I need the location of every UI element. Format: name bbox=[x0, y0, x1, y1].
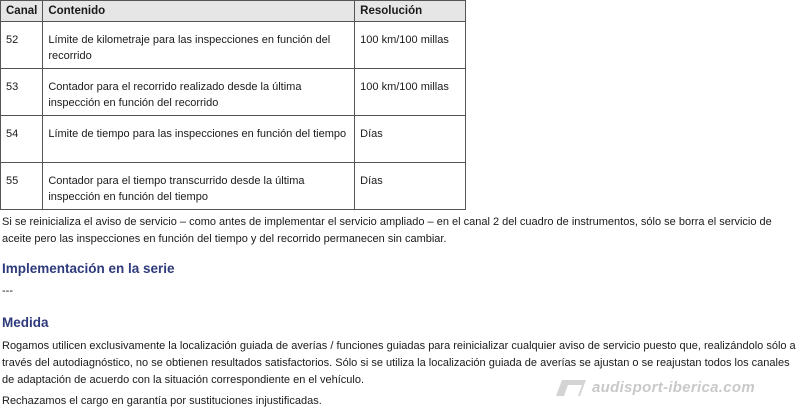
series-heading: Implementación en la serie bbox=[2, 261, 175, 276]
series-body: --- bbox=[2, 285, 13, 297]
measure-note: Rechazamos el cargo en garantía por sustituciones injustificadas. bbox=[2, 395, 322, 407]
cell-resolucion: 100 km/100 millas bbox=[355, 69, 466, 116]
cell-contenido: Límite de tiempo para las inspecciones en función del tiempo bbox=[43, 116, 355, 163]
cell-contenido: Contador para el recorrido realizado desde la última inspección en función del recorrido bbox=[43, 69, 355, 116]
table-row bbox=[1, 69, 466, 116]
cell-canal: 52 bbox=[1, 22, 43, 69]
cell-resolucion: Días bbox=[355, 163, 466, 210]
cell-resolucion: 100 km/100 millas bbox=[355, 22, 466, 69]
cell-canal: 55 bbox=[1, 163, 43, 210]
intro-paragraph: Si se reinicializa el aviso de servicio – como antes de implementar el servicio ampliado – en el canal 2 del cuadro de instrumentos, sólo se borra el servicio de aceite pero las inspecciones en función del tiempo y del recorrido permanecen sin cambiar. bbox=[2, 216, 772, 245]
table-header-row bbox=[1, 1, 466, 22]
header-contenido: Contenido bbox=[43, 1, 355, 22]
cell-resolucion: Días bbox=[355, 116, 466, 163]
measure-heading: Medida bbox=[2, 315, 49, 330]
cell-canal: 54 bbox=[1, 116, 43, 163]
watermark bbox=[552, 379, 755, 396]
table-row bbox=[1, 22, 466, 69]
table-row bbox=[1, 116, 466, 163]
channels-table bbox=[0, 0, 466, 210]
table-row bbox=[1, 163, 466, 210]
cell-contenido: Límite de kilometraje para las inspecciones en función del recorrido bbox=[43, 22, 355, 69]
header-canal: Canal bbox=[1, 1, 43, 22]
cell-canal: 53 bbox=[1, 69, 43, 116]
watermark-logo-icon bbox=[552, 380, 586, 396]
cell-contenido: Contador para el tiempo transcurrido desde la última inspección en función del tiempo bbox=[43, 163, 355, 210]
header-resolucion: Resolución bbox=[355, 1, 466, 22]
measure-paragraph: Rogamos utilicen exclusivamente la localización guiada de averías / funciones guiadas para reinicializar cualquier aviso de servicio puesto que, realizándolo sólo a través del autodiagnóstico, no se obtienen resultados satisfactorios. Sólo si se utiliza la localización guiada de averías se ajustan o se reajustan todos los canales de adaptación de acuerdo con la situación correspondiente en el vehículo. bbox=[2, 340, 796, 386]
watermark-text: audisport-iberica.com bbox=[592, 379, 756, 396]
